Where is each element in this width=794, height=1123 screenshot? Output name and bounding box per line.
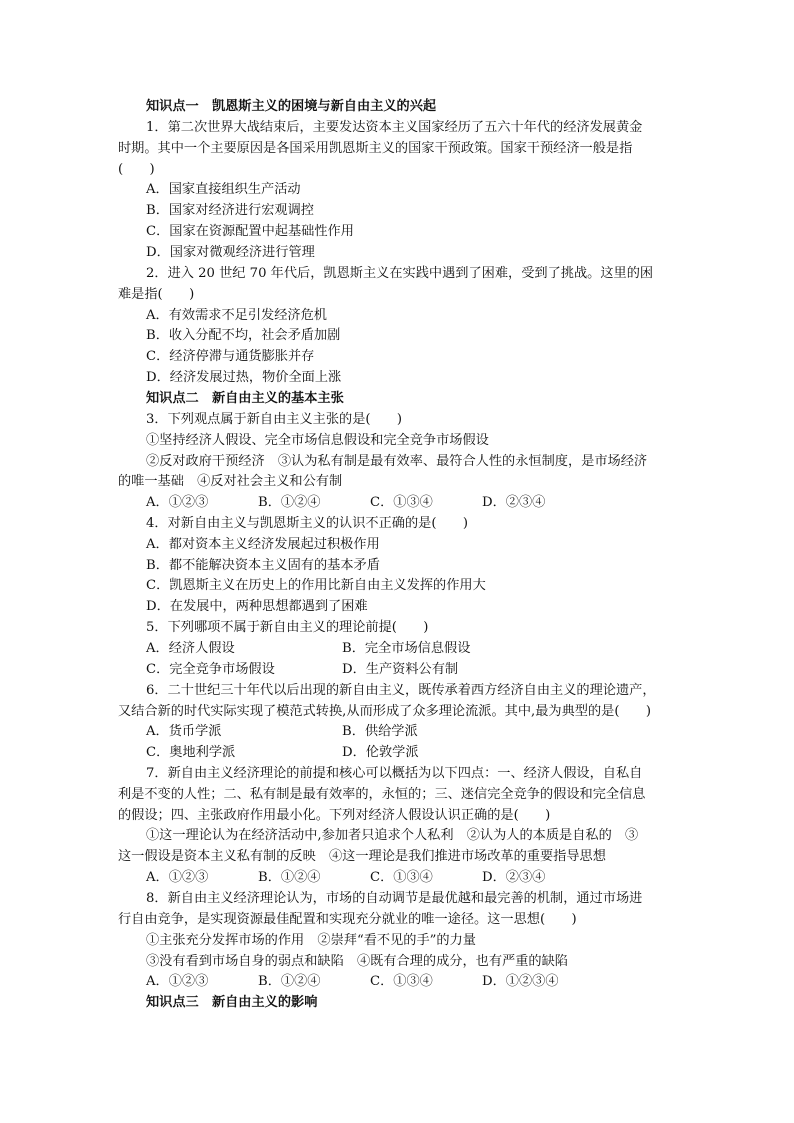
section-heading-2 <box>146 389 344 409</box>
question-8-option-b: B．①②④ <box>258 974 321 989</box>
question-2-stem-line: 2．进入 20 世纪 70 年代后，凯恩斯主义在实践中遇到了困难，受到了挑战。这里的困 <box>146 266 654 281</box>
question-8-option-a: A．①②③ <box>146 974 209 989</box>
question-1-option-c: C．国家在资源配置中起基础性作用 <box>146 224 354 239</box>
question-3-option-c: C．①③④ <box>370 495 433 510</box>
question-5-option-a: A．经济人假设 <box>146 641 235 656</box>
question-3-stem-line: ①坚持经济人假设、完全市场信息假设和完全竞争市场假设 <box>146 433 489 448</box>
question-8-stem-line: ①主张充分发挥市场的作用 ②崇拜“看不见的手”的力量 <box>146 933 476 948</box>
section-label: 知识点三 <box>146 995 199 1010</box>
question-2-option-a: A．有效需求不足引发经济危机 <box>146 308 327 323</box>
question-8-option-d: D．①②③④ <box>482 974 559 989</box>
question-1-stem-line: 时期。其中一个主要原因是各国采用凯恩斯主义的国家干预政策。国家干预经济一般是指 <box>118 141 633 156</box>
question-8-stem-line: ③没有看到市场自身的弱点和缺陷 ④既有合理的成分，也有严重的缺陷 <box>146 954 568 969</box>
question-1-option-d: D．国家对微观经济进行管理 <box>146 245 315 260</box>
question-7-option-c: C．①③④ <box>370 870 433 885</box>
question-2-option-b: B．收入分配不均，社会矛盾加剧 <box>146 328 341 343</box>
question-6-option-b: B．供给学派 <box>342 724 418 739</box>
question-3-stem-line: ②反对政府干预经济 ③认为私有制是最有效率、最符合人性的永恒制度，是市场经济 <box>146 454 648 469</box>
question-6-option-d: D．伦敦学派 <box>342 745 419 760</box>
section-title: 新自由主义的基本主张 <box>211 391 344 406</box>
section-heading-3 <box>146 993 317 1013</box>
question-3-option-b: B．①②④ <box>258 495 321 510</box>
question-3-stem-line: 的唯一基础 ④反对社会主义和公有制 <box>118 474 343 489</box>
question-5-option-c: C．完全竞争市场假设 <box>146 662 275 677</box>
question-6-option-a: A．货币学派 <box>146 724 222 739</box>
question-3-option-a: A．①②③ <box>146 495 209 510</box>
question-4-option-d: D．在发展中，两种思想都遇到了困难 <box>146 599 368 614</box>
question-7-stem-line: 7．新自由主义经济理论的前提和核心可以概括为以下四点：一、经济人假设，自私自 <box>146 766 643 781</box>
question-6-option-c: C．奥地利学派 <box>146 745 236 760</box>
question-5-stem-line: 5．下列哪项不属于新自由主义的理论前提( ) <box>146 620 429 635</box>
question-7-option-b: B．①②④ <box>258 870 321 885</box>
question-2-stem-line: 难是指( ) <box>118 287 195 302</box>
question-5-option-b: B．完全市场信息假设 <box>342 641 471 656</box>
question-8-stem-line: 行自由竞争，是实现资源最佳配置和实现充分就业的唯一途径。这一思想( ) <box>118 912 577 927</box>
question-1-option-a: A．国家直接组织生产活动 <box>146 182 301 197</box>
question-7-stem-line: ①这一理论认为在经济活动中,参加者只追求个人私利 ②认为人的本质是自私的 ③ <box>146 828 639 843</box>
question-8-option-c: C．①③④ <box>370 974 433 989</box>
question-7-stem-line: 利是不变的人性；二、私有制是最有效率的，永恒的；三、迷信完全竞争的假设和完全信息 <box>118 787 646 802</box>
section-heading-1 <box>146 97 436 117</box>
question-7-stem-line: 这一假设是资本主义私有制的反映 ④这一理论是我们推进市场改革的重要指导思想 <box>118 849 606 864</box>
question-6-stem-line: 6．二十世纪三十年代以后出现的新自由主义，既传承着西方经济自由主义的理论遗产， <box>146 683 656 698</box>
question-7-stem-line: 的假设；四、主张政府作用最小化。下列对经济人假设认识正确的是( ) <box>118 808 551 823</box>
question-4-option-a: A．都对资本主义经济发展起过积极作用 <box>146 537 380 552</box>
question-6-stem-line: 又结合新的时代实际实现了模范式转换,从而形成了众多理论流派。其中,最为典型的是( ) <box>118 704 651 719</box>
question-7-option-a: A．①②③ <box>146 870 209 885</box>
question-1-option-b: B．国家对经济进行宏观调控 <box>146 203 314 218</box>
section-title: 新自由主义的影响 <box>211 995 318 1010</box>
section-label: 知识点一 <box>146 99 199 114</box>
section-title: 凯恩斯主义的困境与新自由主义的兴起 <box>211 99 437 114</box>
question-4-stem-line: 4．对新自由主义与凯恩斯主义的认识不正确的是( ) <box>146 516 468 531</box>
question-7-option-d: D．②③④ <box>482 870 546 885</box>
question-1-stem-line: ( ) <box>118 162 155 177</box>
question-4-option-c: C．凯恩斯主义在历史上的作用比新自由主义发挥的作用大 <box>146 578 486 593</box>
question-2-option-c: C．经济停滞与通货膨胀并存 <box>146 349 315 364</box>
question-3-stem-line: 3．下列观点属于新自由主义主张的是( ) <box>146 412 403 427</box>
section-label: 知识点二 <box>146 391 199 406</box>
question-2-option-d: D．经济发展过热，物价全面上涨 <box>146 370 342 385</box>
question-1-stem-line: 1．第二次世界大战结束后，主要发达资本主义国家经历了五六十年代的经济发展黄金 <box>146 120 643 135</box>
question-3-option-d: D．②③④ <box>482 495 546 510</box>
question-5-option-d: D．生产资料公有制 <box>342 662 459 677</box>
question-8-stem-line: 8．新自由主义经济理论认为，市场的自动调节是最优越和最完善的机制，通过市场进 <box>146 891 643 906</box>
question-4-option-b: B．都不能解决资本主义固有的基本矛盾 <box>146 558 380 573</box>
